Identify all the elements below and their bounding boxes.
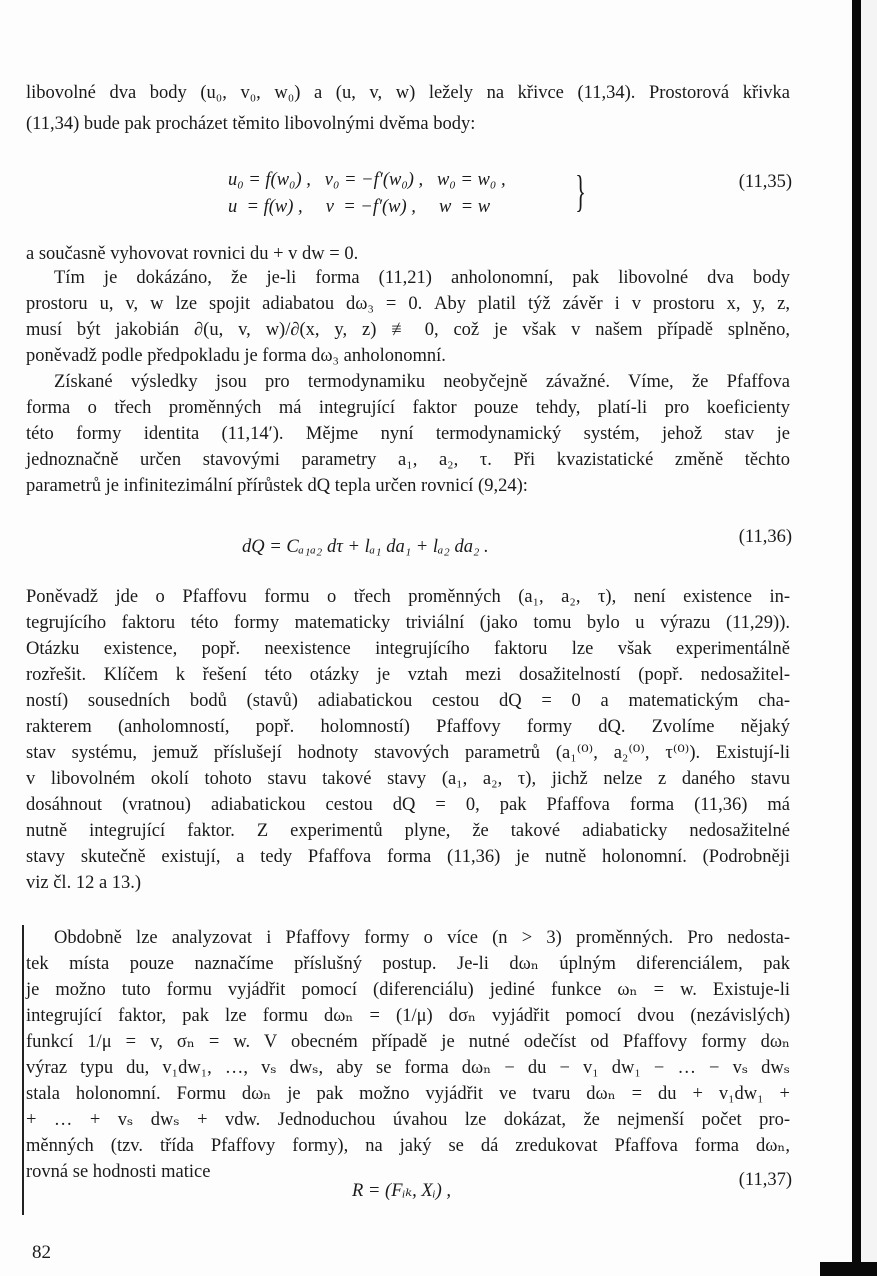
text-line: je možno tuto formu vyjádřit pomocí (diferenciálu) jediné funkce ωₙ = w. Existuje-li	[26, 980, 790, 1000]
text-line: dosáhnout (vratnou) adiabatickou cestou dQ = 0, pak Pfaffova forma (11,36) má	[26, 795, 790, 815]
text-line: Poněvadž jde o Pfaffovu formu o třech proměnných (a₁, a₂, τ), není existence in-	[26, 587, 790, 607]
scan-margin	[861, 0, 877, 1276]
equation-11-35-row1: u₀ = f(w₀) , v₀ = −f′(w₀) , w₀ = w₀ ,	[228, 170, 506, 190]
text-line: integrující faktor, pak lze formu dωₙ = (1/μ) dσₙ vyjádřit pomocí dvou (nezávislých)	[26, 1006, 790, 1026]
text-line: + … + vₛ dwₛ + vdw. Jednoduchou úvahou lze dokázat, že nejmenší počet pro-	[26, 1110, 790, 1130]
text-line: rozřešit. Klíčem k řešení této otázky je vztah mezi dosažitelností (popř. nedosažitel-	[26, 665, 790, 685]
text-line: jednoznačně určen stavovými parametry a₁, a₂, τ. Při kvazistatické změně těchto	[26, 450, 790, 470]
equation-number: (11,36)	[738, 527, 792, 547]
text-line: stavy skutečně existují, a tedy Pfaffova forma (11,36) je nutně holonomní. (Podrobněji	[26, 847, 790, 867]
text-line: poněvadž podle předpokladu je forma dω₃ anholonomní.	[26, 346, 446, 366]
text-line: funkcí 1/μ = v, σₙ = w. V obecném případě je nutné odečíst od Pfaffovy formy dωₙ	[26, 1032, 790, 1052]
text-line: a současně vyhovovat rovnici du + v dw = 0.	[26, 244, 359, 264]
text-line: Otázku existence, popř. neexistence integrujícího faktoru lze však experimentálně	[26, 639, 790, 659]
text-line: v libovolném okolí tohoto stavu takové stavy (a₁, a₂, τ), jichž nelze z daného stavu	[26, 769, 790, 789]
text-line: stala holonomní. Formu dωₙ je pak možno vyjádřit ve tvaru dωₙ = du + v₁dw₁ +	[26, 1084, 790, 1104]
text-line: tek místa pouze naznačíme příslušný postup. Je-li dωₙ úplným diferenciálem, pak	[26, 954, 790, 974]
text-line: (11,34) bude pak procházet těmito libovolnými dvěma body:	[26, 114, 476, 134]
brace: }	[575, 167, 586, 216]
text-line: prostoru u, v, w lze spojit adiabatou dω₃ = 0. Aby platil týž závěr i v prostoru x, y, z,	[26, 294, 790, 314]
text-line: rakterem (anholomností, popř. holomností) Pfaffovy formy dQ. Zvolíme nějaký	[26, 717, 790, 737]
equation-number: (11,35)	[738, 172, 792, 192]
text-line: musí být jakobián ∂(u, v, w)/∂(x, y, z) ≢ 0, což je však v našem případě splněno,	[26, 320, 790, 340]
text-line: viz čl. 12 a 13.)	[26, 873, 142, 893]
scan-edge-shadow-bottom	[820, 1262, 877, 1276]
text-line: forma o třech proměnných má integrující faktor pouze tehdy, platí-li pro koeficienty	[26, 398, 790, 418]
text-line: měnných (tzv. třída Pfaffovy formy), na jaký se dá zredukovat Pfaffova forma dωₙ,	[26, 1136, 790, 1156]
text-line: rovná se hodnosti matice	[26, 1162, 211, 1182]
page-number: 82	[32, 1242, 51, 1263]
text-line: stav systému, jemuž příslušejí hodnoty stavových parametrů (a₁⁽⁰⁾, a₂⁽⁰⁾, τ⁽⁰⁾). Existují-li	[26, 743, 790, 763]
scan-edge-shadow	[852, 0, 861, 1276]
text-line: Tím je dokázáno, že je-li forma (11,21) anholonomní, pak libovolné dva body	[54, 268, 790, 288]
text-line: ností) sousedních bodů (stavů) adiabatickou cestou dQ = 0 a matematickým cha-	[26, 691, 790, 711]
text-line: nutně integrující faktor. Z experimentů plyne, že takové adiabaticky nedosažitelné	[26, 821, 790, 841]
equation-number: (11,37)	[738, 1170, 792, 1190]
text-line: parametrů je infinitezimální přírůstek dQ tepla určen rovnicí (9,24):	[26, 476, 528, 496]
text-line: Obdobně lze analyzovat i Pfaffovy formy o více (n > 3) proměnných. Pro nedosta-	[54, 928, 790, 948]
margin-bar	[22, 925, 24, 1215]
text-line: výraz typu du, v₁dw₁, …, vₛ dwₛ, aby se forma dωₙ − du − v₁ dw₁ − … − vₛ dwₛ	[26, 1058, 790, 1078]
equation-11-35-row2: u = f(w) , v = −f′(w) , w = w	[228, 197, 491, 217]
text-line: této formy identita (11,14′). Mějme nyní termodynamický systém, jehož stav je	[26, 424, 790, 444]
text-line: Získané výsledky jsou pro termodynamiku neobyčejně závažné. Víme, že Pfaffova	[54, 372, 790, 392]
equation-11-36: dQ = Cₐ₁ₐ₂ dτ + lₐ₁ da₁ + lₐ₂ da₂ .	[242, 537, 489, 557]
equation-11-37: R = (Fᵢₖ, Xᵢ) ,	[352, 1181, 452, 1201]
text-line: tegrujícího faktoru této formy matematicky triviální (jako tomu bylo u výrazu (11,29)).	[26, 613, 790, 633]
text-line: libovolné dva body (u₀, v₀, w₀) a (u, v, w) ležely na křivce (11,34). Prostorová křivka	[26, 83, 790, 103]
